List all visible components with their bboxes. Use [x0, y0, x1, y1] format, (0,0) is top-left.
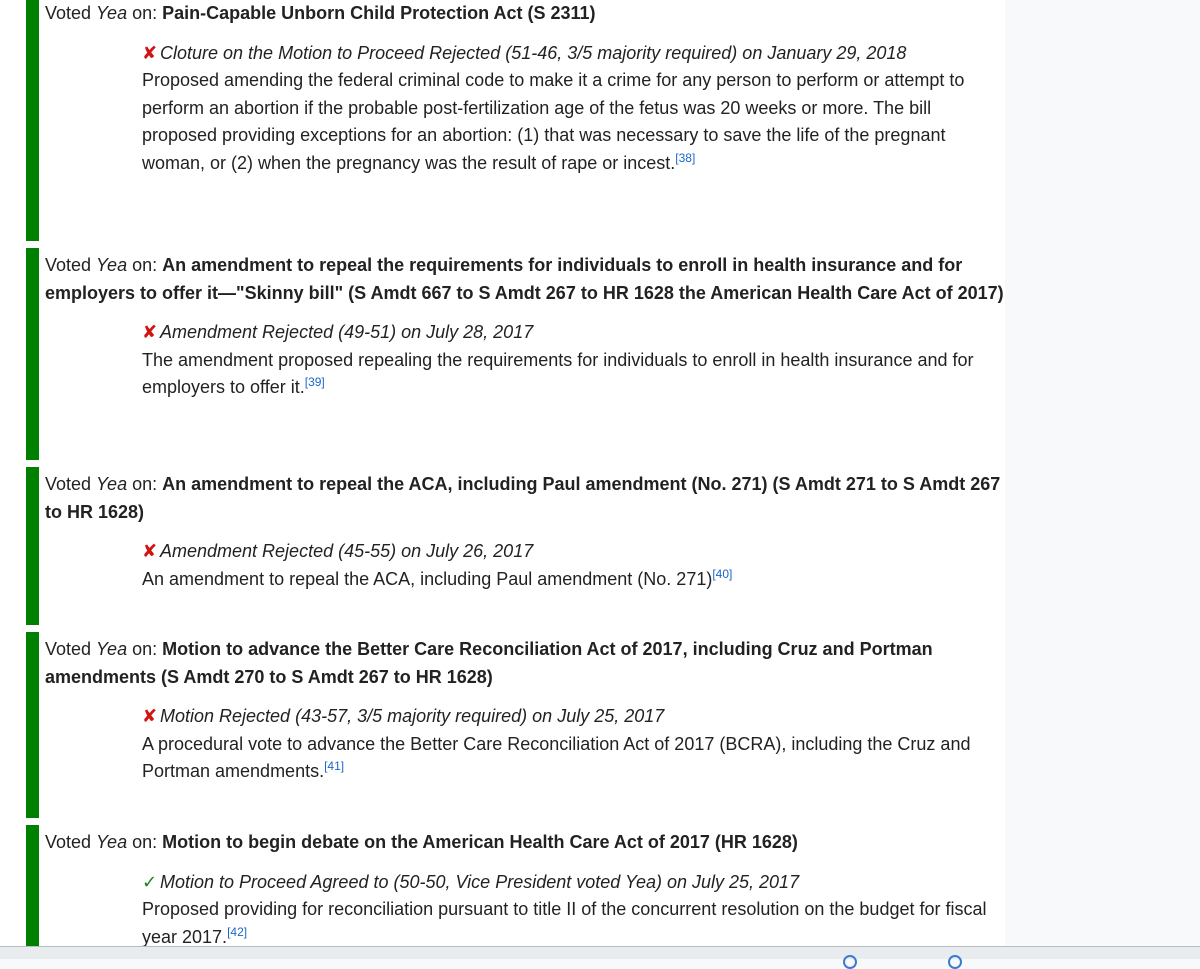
vote-description	[142, 347, 992, 402]
vote-connector: on:	[127, 3, 163, 23]
vote-entry	[26, 467, 1005, 625]
vote-description	[142, 731, 992, 786]
vote-description-text: Proposed amending the federal criminal code to make it a crime for any person to perform or attempt to perform an abortion if the probable post-fertilization age of the fetus was 20 weeks or more. The bill proposed providing exceptions for an abortion: (1) that was necessary to save the life of the pregnant woman, or (2) when the pregnancy was the result of rape or incest.	[142, 70, 965, 173]
citation-link[interactable]: [42]	[227, 924, 248, 939]
vote-position: Yea	[96, 3, 128, 23]
vote-description	[142, 67, 992, 177]
rejected-x-icon: ✘	[142, 322, 158, 342]
vote-entry	[26, 632, 1005, 818]
vote-description-text: An amendment to repeal the ACA, including Paul amendment (No. 271)	[142, 568, 713, 589]
vote-heading	[45, 248, 1005, 307]
vote-entry	[26, 248, 1005, 460]
circle-icon[interactable]	[948, 955, 962, 969]
vote-position: Yea	[96, 474, 128, 494]
vote-connector: on:	[127, 639, 163, 659]
circle-icon[interactable]	[843, 955, 857, 969]
rejected-x-icon: ✘	[142, 706, 158, 726]
vote-detail	[142, 538, 992, 593]
vote-description-text: Proposed providing for reconciliation pursuant to title II of the concurrent resolution on the budget for fiscal year 2017.	[142, 899, 987, 946]
vote-result	[142, 538, 992, 566]
vote-result	[142, 319, 992, 347]
vote-bill-title: Motion to advance the Better Care Reconciliation Act of 2017, including Cruz and Portman amendments (S Amdt 270 to S Amdt 267 to HR 1628)	[45, 639, 933, 687]
vote-result	[142, 869, 992, 897]
vote-prefix: Voted	[45, 3, 97, 23]
vote-description-text: The amendment proposed repealing the requirements for individuals to enroll in health insurance and for employers to offer it.	[142, 349, 974, 397]
vote-connector: on:	[127, 255, 163, 275]
vote-entry	[26, 825, 1005, 946]
rejected-x-icon: ✘	[142, 42, 158, 63]
vote-bill-title: Pain-Capable Unborn Child Protection Act (S 2311)	[162, 3, 596, 23]
vote-bill-title: An amendment to repeal the ACA, including Paul amendment (No. 271) (S Amdt 271 to S Amdt 267 to HR 1628)	[45, 474, 1001, 522]
vote-result-text: Motion to Proceed Agreed to (50-50, Vice President voted Yea) on July 25, 2017	[160, 871, 800, 892]
citation-link[interactable]: [40]	[712, 566, 733, 581]
vote-result	[142, 703, 992, 731]
vote-description-text: A procedural vote to advance the Better Care Reconciliation Act of 2017 (BCRA), including the Cruz and Portman amendments.	[142, 733, 971, 781]
vote-heading	[45, 467, 1005, 526]
vote-result-text: Amendment Rejected (49-51) on July 28, 2017	[160, 322, 534, 342]
vote-connector: on:	[127, 474, 163, 494]
vote-entry	[26, 0, 1005, 241]
vote-position: Yea	[96, 832, 128, 852]
citation-link[interactable]: [41]	[324, 759, 345, 773]
vote-position: Yea	[96, 639, 128, 659]
vote-bill-title: Motion to begin debate on the American Health Care Act of 2017 (HR 1628)	[162, 832, 798, 852]
vote-prefix: Voted	[45, 832, 97, 852]
rejected-x-icon: ✘	[142, 541, 158, 561]
vote-heading	[45, 825, 1005, 857]
vote-prefix: Voted	[45, 255, 97, 275]
citation-link[interactable]: [38]	[675, 150, 696, 165]
vote-heading	[45, 632, 1005, 691]
window-bottom-bar	[0, 946, 1200, 959]
vote-description	[142, 566, 992, 594]
check-icon: ✓	[142, 871, 158, 892]
vote-result	[142, 40, 992, 68]
vote-position: Yea	[96, 255, 128, 275]
vote-bill-title: An amendment to repeal the requirements for individuals to enroll in health insurance and for employers to offer it—"Skinny bill" (S Amdt 667 to S Amdt 267 to HR 1628 the American Health Care Act of 2017)	[45, 255, 1004, 303]
vote-detail	[142, 869, 992, 947]
vote-detail	[142, 319, 992, 402]
vote-result-text: Motion Rejected (43-57, 3/5 majority required) on July 25, 2017	[160, 706, 665, 726]
vote-prefix: Voted	[45, 474, 97, 494]
vote-heading	[45, 0, 1005, 28]
vote-detail	[142, 703, 992, 786]
vote-result-text: Cloture on the Motion to Proceed Rejected (51-46, 3/5 majority required) on January 29, 2018	[160, 42, 907, 63]
vote-connector: on:	[127, 832, 163, 852]
citation-link[interactable]: [39]	[304, 375, 325, 389]
vote-prefix: Voted	[45, 639, 97, 659]
vote-description	[142, 896, 992, 946]
vote-detail	[142, 40, 992, 178]
vote-result-text: Amendment Rejected (45-55) on July 26, 2017	[160, 541, 534, 561]
